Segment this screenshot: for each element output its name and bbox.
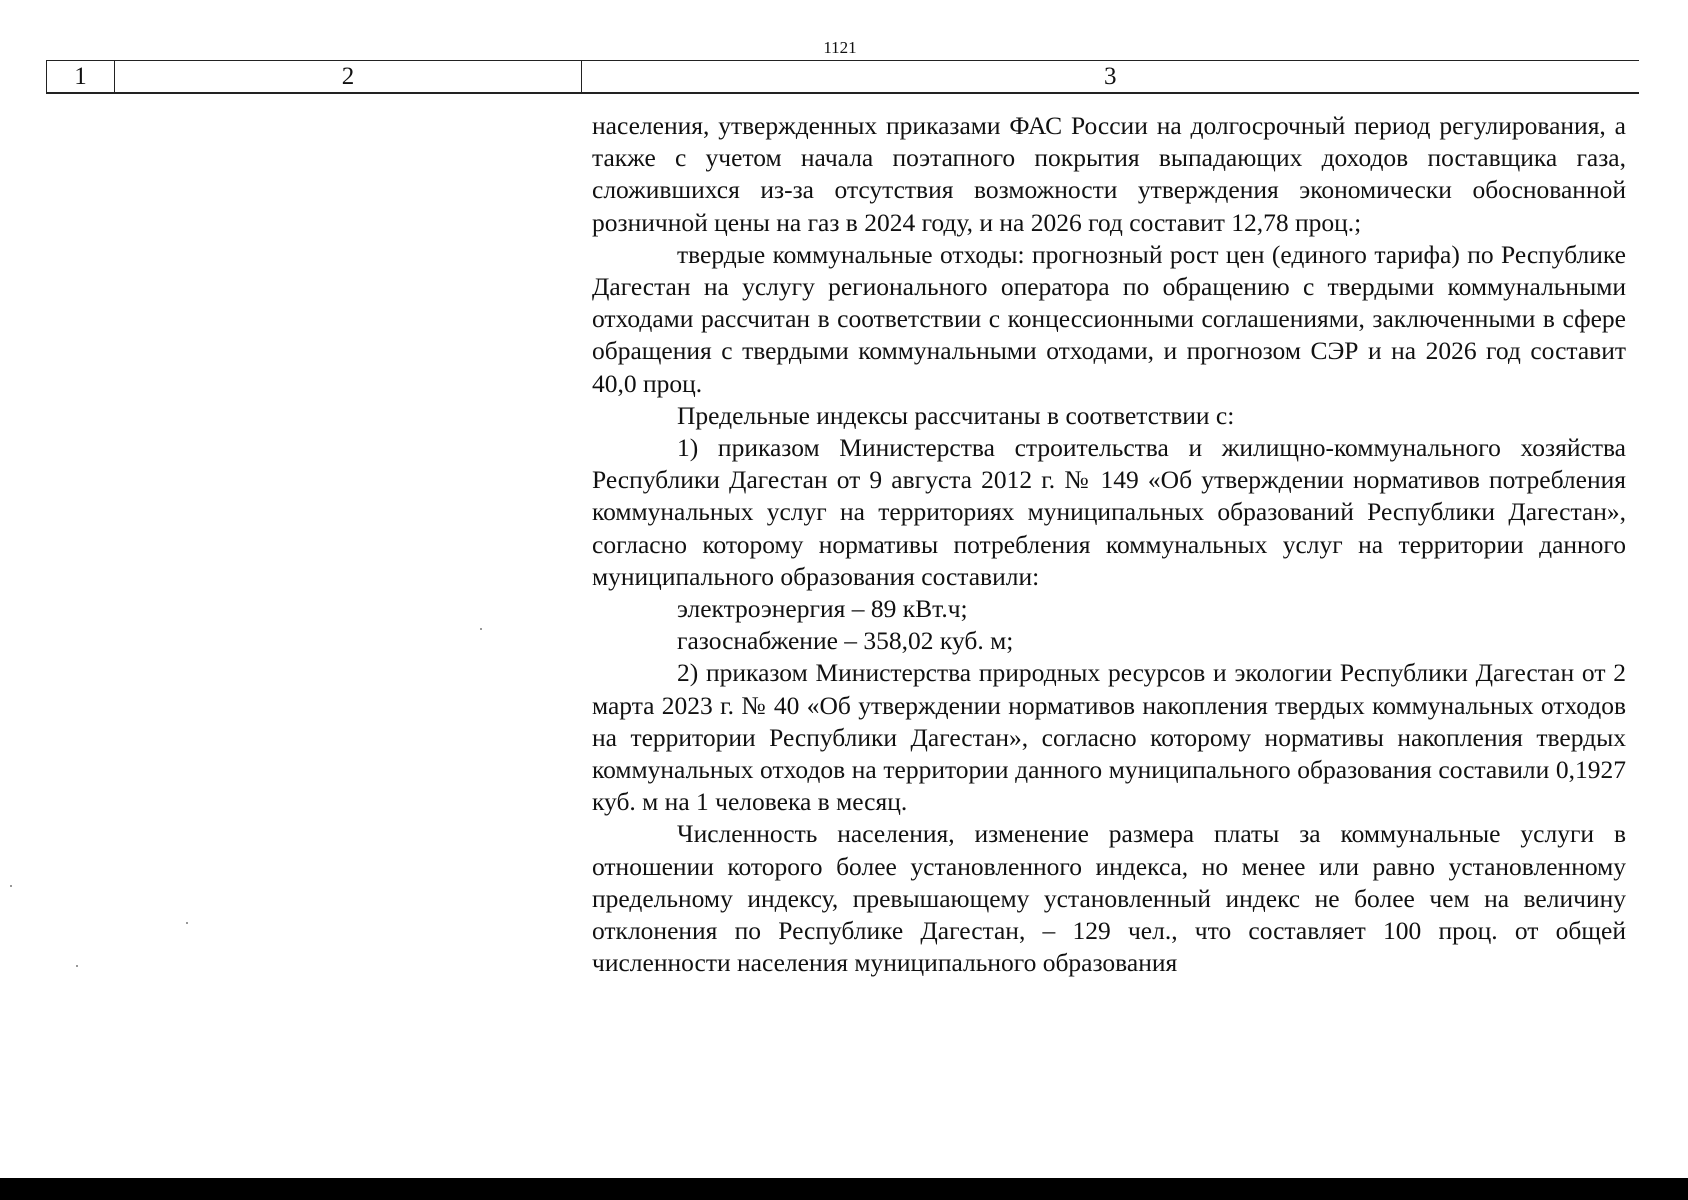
paragraph-electricity-norm: электроэнергия – 89 кВт.ч; — [677, 594, 968, 624]
document-body-text — [592, 110, 1626, 979]
column-header-3: 3 — [582, 61, 1639, 94]
scan-speck — [76, 965, 78, 967]
scan-speck — [10, 885, 12, 887]
paragraph-population-gas: населения, утвержденных приказами ФАС России на долгосрочный период регулирования, а также с учетом начала поэтапного покрытия выпадающих доходов поставщика газа, сложившихся из-за отсутствия возможности утверждения экономически обоснованной розничной цены на газ в 2024 году, и на 2026 год составит 12,78 проц.; — [592, 111, 1626, 237]
paragraph-gas-norm: газоснабжение – 358,02 куб. м; — [677, 626, 1014, 656]
paragraph-order-ecology: 2) приказом Министерства природных ресурсов и экологии Республики Дагестан от 2 марта 2023 г. № 40 «Об утверждении нормативов накопления твердых коммунальных отходов на территории Республики Дагестан», согласно которому нормативы накопления твердых коммунальных отходов на территории данного муниципального образования составили 0,1927 куб. м на 1 человека в месяц. — [592, 658, 1626, 817]
scan-bottom-border — [0, 1178, 1688, 1200]
column-header-1: 1 — [47, 61, 115, 94]
scan-speck — [186, 922, 188, 924]
column-header-row — [47, 61, 1639, 94]
paragraph-order-construction: 1) приказом Министерства строительства и жилищно-коммунального хозяйства Республики Дагестан от 9 августа 2012 г. № 149 «Об утверждении нормативов потребления коммунальных услуг на территориях муниципальных образований Республики Дагестан», согласно которому нормативы потребления коммунальных услуг на территории данного муниципального образования составили: — [592, 433, 1626, 591]
paragraph-solid-waste: твердые коммунальные отходы: прогнозный рост цен (единого тарифа) по Республике Дагестан на услугу регионального оператора по обращению с твердыми коммунальными отходами рассчитан в соответствии с концессионными соглашениями, заключенными в сфере обращения с твердыми коммунальными отходами, и прогнозом СЭР и на 2026 год составит 40,0 проц. — [592, 239, 1626, 398]
paragraph-population-count: Численность населения, изменение размера платы за коммунальные услуги в отношении которого более установленного индекса, но менее или равно установленному предельному индексу, превышающему установленный индекс не более чем на величину отклонения по Республике Дагестан, – 129 чел., что составляет 100 проц. от общей численности населения муниципального образования — [592, 819, 1626, 978]
scan-speck — [480, 628, 482, 630]
column-header-table — [46, 60, 1639, 94]
paragraph-indices-intro: Предельные индексы рассчитаны в соответствии с: — [677, 400, 1235, 430]
column-header-2: 2 — [115, 61, 582, 94]
page-number: 1121 — [823, 38, 857, 57]
